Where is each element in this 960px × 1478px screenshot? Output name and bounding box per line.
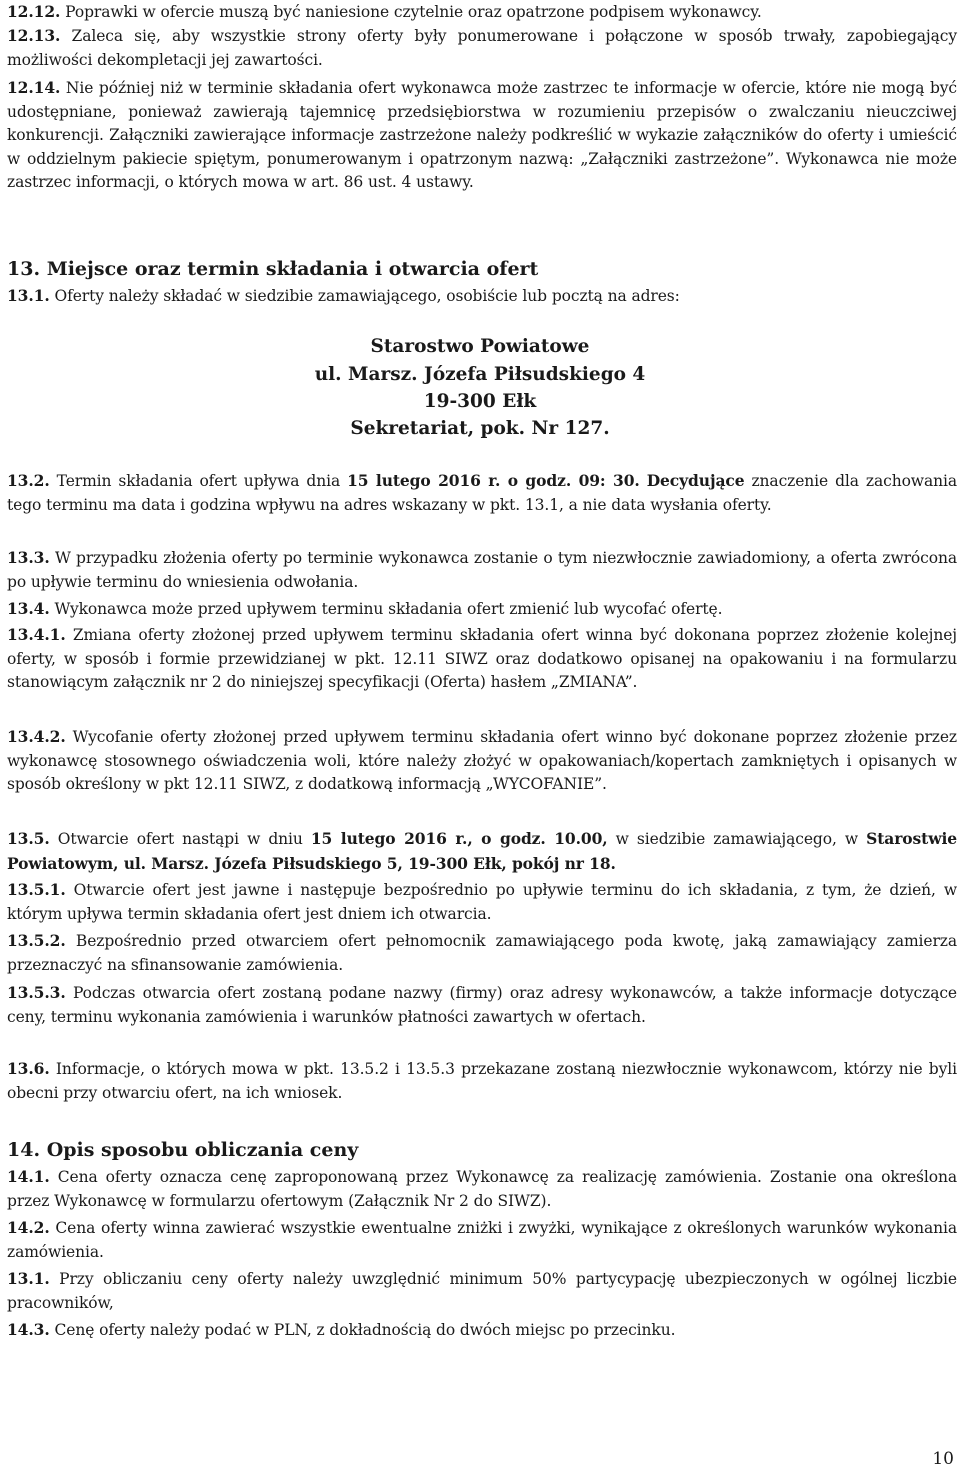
paragraph-text: Cena oferty winna zawierać wszystkie ewentualne zniżki i zwyżki, wynikające z określonych warunków wykonania zamówienia. bbox=[7, 1219, 957, 1261]
paragraph-13-3 bbox=[7, 546, 957, 594]
paragraph-number: 14.3. bbox=[7, 1320, 50, 1339]
paragraph-text: Przy obliczaniu ceny oferty należy uwzględnić minimum 50% partycypację ubezpieczonych w ogólnej liczbie pracowników, bbox=[7, 1270, 957, 1312]
paragraph-14-3 bbox=[7, 1318, 957, 1343]
paragraph-text bbox=[640, 472, 647, 490]
paragraph-14-2 bbox=[7, 1216, 957, 1264]
heading-number: 14. bbox=[7, 1139, 41, 1161]
paragraph-number: 13.1. bbox=[7, 286, 50, 305]
opening-date: 15 lutego 2016 r., o godz. 10.00, bbox=[310, 829, 608, 848]
paragraph-number: 12.13. bbox=[7, 26, 61, 45]
paragraph-13-1 bbox=[7, 284, 957, 309]
opening-location: Starostwie Powiatowym, ul. Marsz. Józefa Piłsudskiego 5, 19-300 Ełk, pokój nr 18. bbox=[7, 829, 958, 873]
emphasis-text: Decydujące bbox=[646, 471, 745, 490]
page-number: 10 bbox=[932, 1449, 954, 1469]
paragraph-number: 13.6. bbox=[7, 1059, 50, 1078]
paragraph-number: 14.2. bbox=[7, 1218, 50, 1237]
paragraph-number: 13.5.2. bbox=[7, 931, 66, 950]
paragraph-text: Cenę oferty należy podać w PLN, z dokładnością do dwóch miejsc po przecinku. bbox=[54, 1321, 676, 1339]
paragraph-text: W przypadku złożenia oferty po terminie wykonawca zostanie o tym niezwłocznie zawiadomiony, a oferta zwrócona po upływie terminu do wniesienia odwołania. bbox=[7, 549, 957, 591]
paragraph-number: 12.12. bbox=[7, 2, 61, 21]
paragraph-number: 13.5. bbox=[7, 829, 50, 848]
paragraph-13-4-1 bbox=[7, 623, 957, 695]
paragraph-13-5-3 bbox=[7, 981, 957, 1029]
paragraph-text: Wycofanie oferty złożonej przed upływem terminu składania ofert winno być dokonane poprzez złożenie przez wykonawcę stosownego oświadczenia woli, które należy złożyć w opakowaniach/kopertach zamkniętych i opisanych w sposób określony w pkt 12.11 SIWZ, z dodatkową informacją „WYCOFANIE”. bbox=[7, 728, 958, 793]
paragraph-number: 13.5.3. bbox=[7, 983, 66, 1002]
deadline-date: 15 lutego 2016 r. o godz. 09: 30. bbox=[347, 471, 640, 490]
heading-title: Opis sposobu obliczania ceny bbox=[46, 1139, 359, 1161]
paragraph-13-1-b bbox=[7, 1267, 957, 1315]
paragraph-text: Informacje, o których mowa w pkt. 13.5.2 i 13.5.3 przekazane zostaną niezwłocznie wykonawcom, którzy nie byli obecni przy otwarciu ofert, na ich wniosek. bbox=[7, 1060, 957, 1102]
paragraph-text: Otwarcie ofert nastąpi w dniu bbox=[57, 830, 311, 848]
paragraph-text: w siedzibie zamawiającego, w bbox=[607, 830, 867, 848]
paragraph-number: 13.5.1. bbox=[7, 880, 66, 899]
paragraph-text: Wykonawca może przed upływem terminu składania ofert zmienić lub wycofać ofertę. bbox=[54, 600, 723, 618]
paragraph-text: Oferty należy składać w siedzibie zamawiającego, osobiście lub pocztą na adres: bbox=[54, 287, 680, 305]
paragraph-number: 13.4.1. bbox=[7, 625, 66, 644]
paragraph-number: 13.1. bbox=[7, 1269, 50, 1288]
paragraph-number: 13.3. bbox=[7, 548, 50, 567]
paragraph-text: Bezpośrednio przed otwarciem ofert pełnomocnik zamawiającego poda kwotę, jaką zamawiający zamierza przeznaczyć na sfinansowanie zamówienia. bbox=[7, 932, 958, 974]
paragraph-14-1 bbox=[7, 1165, 957, 1213]
paragraph-13-4 bbox=[7, 597, 957, 622]
paragraph-text: Poprawki w ofercie muszą być naniesione czytelnie oraz opatrzone podpisem wykonawcy. bbox=[65, 3, 762, 21]
paragraph-12-14 bbox=[7, 76, 957, 195]
paragraph-12-13 bbox=[7, 24, 957, 72]
address-line: 19-300 Ełk bbox=[423, 391, 537, 412]
address-line: ul. Marsz. Józefa Piłsudskiego 4 bbox=[314, 364, 646, 385]
paragraph-text: Zmiana oferty złożonej przed upływem terminu składania ofert winna być dokonana poprzez złożenie kolejnej oferty, w sposób i formie przewidzianej w pkt. 12.11 SIWZ oraz dodatkowo opisanej na opakowaniu i na formularzu stanowiącym załącznik nr 2 do niniejszej specyfikacji (Oferta) hasłem „ZMIANA”. bbox=[7, 626, 957, 691]
paragraph-12-12 bbox=[7, 0, 957, 25]
paragraph-number: 13.4. bbox=[7, 599, 50, 618]
heading-title: Miejsce oraz termin składania i otwarcia ofert bbox=[46, 258, 539, 280]
address-line: Starostwo Powiatowe bbox=[370, 336, 590, 357]
paragraph-number: 13.2. bbox=[7, 471, 50, 490]
section-heading-13 bbox=[7, 256, 957, 282]
address-line: Sekretariat, pok. Nr 127. bbox=[350, 418, 610, 439]
paragraph-13-4-2 bbox=[7, 725, 957, 797]
section-heading-14 bbox=[7, 1137, 957, 1163]
paragraph-13-6 bbox=[7, 1057, 957, 1105]
paragraph-text: Podczas otwarcia ofert zostaną podane nazwy (firmy) oraz adresy wykonawców, a także informacje dotyczące ceny, terminu wykonania zamówienia i warunków płatności zawartych w ofertach. bbox=[7, 984, 958, 1026]
paragraph-text: Cena oferty oznacza cenę zaproponowaną przez Wykonawcę za realizację zamówienia. Zostanie ona określona przez Wykonawcę w formularzu ofertowym (Załącznik Nr 2 do SIWZ). bbox=[7, 1168, 957, 1210]
paragraph-text: Nie później niż w terminie składania ofert wykonawca może zastrzec te informacje w ofercie, które nie mogą być udostępniane, ponieważ zawierają tajemnicę przedsiębiorstwa w rozumieniu przepisów o zwalczaniu nieuczciwej konkurencji. Załączniki zawierające informacje zastrzeżone należy podkreślić w wykazie załączników do oferty i umieścić w oddzielnym pakiecie spiętym, ponumerowanym i opatrzonym nazwą: „Załączniki zastrzeżone”. Wykonawca nie może zastrzec informacji, o których mowa w art. 86 ust. 4 ustawy. bbox=[7, 79, 958, 191]
paragraph-number: 12.14. bbox=[7, 78, 61, 97]
paragraph-text: Otwarcie ofert jest jawne i następuje bezpośrednio po upływie terminu do ich składania, z tym, że dzień, w którym upływa termin składania ofert jest dniem ich otwarcia. bbox=[7, 881, 957, 923]
paragraph-13-2 bbox=[7, 469, 957, 517]
paragraph-13-5-2 bbox=[7, 929, 957, 977]
paragraph-13-5 bbox=[7, 827, 957, 876]
paragraph-text: znaczenie dla zachowania tego terminu ma data i godzina wpływu na adres wskazany w pkt. 13.1, a nie data wysłania oferty. bbox=[7, 472, 957, 514]
paragraph-text: Zaleca się, aby wszystkie strony oferty były ponumerowane i połączone w sposób trwały, zapobiegający możliwości dekompletacji jej zawartości. bbox=[7, 27, 957, 69]
heading-number: 13. bbox=[7, 258, 41, 280]
paragraph-number: 13.4.2. bbox=[7, 727, 66, 746]
paragraph-text: Termin składania ofert upływa dnia bbox=[56, 472, 348, 490]
paragraph-number: 14.1. bbox=[7, 1167, 50, 1186]
paragraph-13-5-1 bbox=[7, 878, 957, 926]
